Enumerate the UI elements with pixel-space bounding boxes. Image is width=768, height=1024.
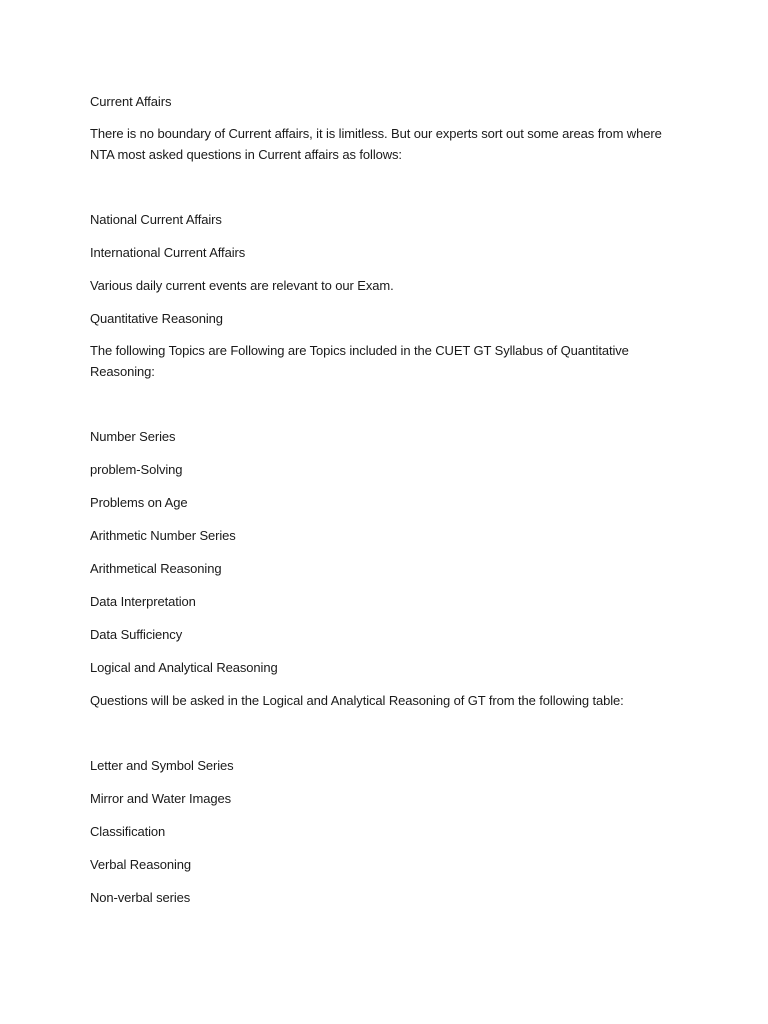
list-item: Problems on Age — [90, 495, 188, 510]
heading-logical-reasoning: Logical and Analytical Reasoning — [90, 660, 278, 675]
list-item: Mirror and Water Images — [90, 791, 231, 806]
quant-intro-line-1: The following Topics are Following are Topics included in the CUET GT Syllabus of Quantitative — [90, 343, 629, 358]
list-item: International Current Affairs — [90, 245, 246, 260]
quant-intro-line-2: Reasoning: — [90, 364, 155, 379]
list-item: Verbal Reasoning — [90, 857, 192, 872]
intro-text-line-2: NTA most asked questions in Current affairs as follows: — [90, 147, 402, 162]
list-item: Arithmetic Number Series — [90, 528, 236, 543]
list-item: Data Sufficiency — [90, 627, 183, 642]
list-item: Data Interpretation — [90, 594, 196, 609]
logical-intro: Questions will be asked in the Logical and Analytical Reasoning of GT from the following table: — [90, 693, 624, 708]
list-item: problem-Solving — [90, 462, 183, 477]
intro-text-line-1: There is no boundary of Current affairs, it is limitless. But our experts sort out some areas from where — [90, 126, 662, 141]
list-item: Arithmetical Reasoning — [90, 561, 222, 576]
list-item: Letter and Symbol Series — [90, 758, 234, 773]
heading-quantitative-reasoning: Quantitative Reasoning — [90, 311, 223, 326]
list-item: Various daily current events are relevant to our Exam. — [90, 278, 394, 293]
list-item: Number Series — [90, 429, 176, 444]
list-item: Classification — [90, 824, 166, 839]
heading-current-affairs: Current Affairs — [90, 94, 172, 109]
list-item: Non-verbal series — [90, 890, 191, 905]
list-item: National Current Affairs — [90, 212, 222, 227]
